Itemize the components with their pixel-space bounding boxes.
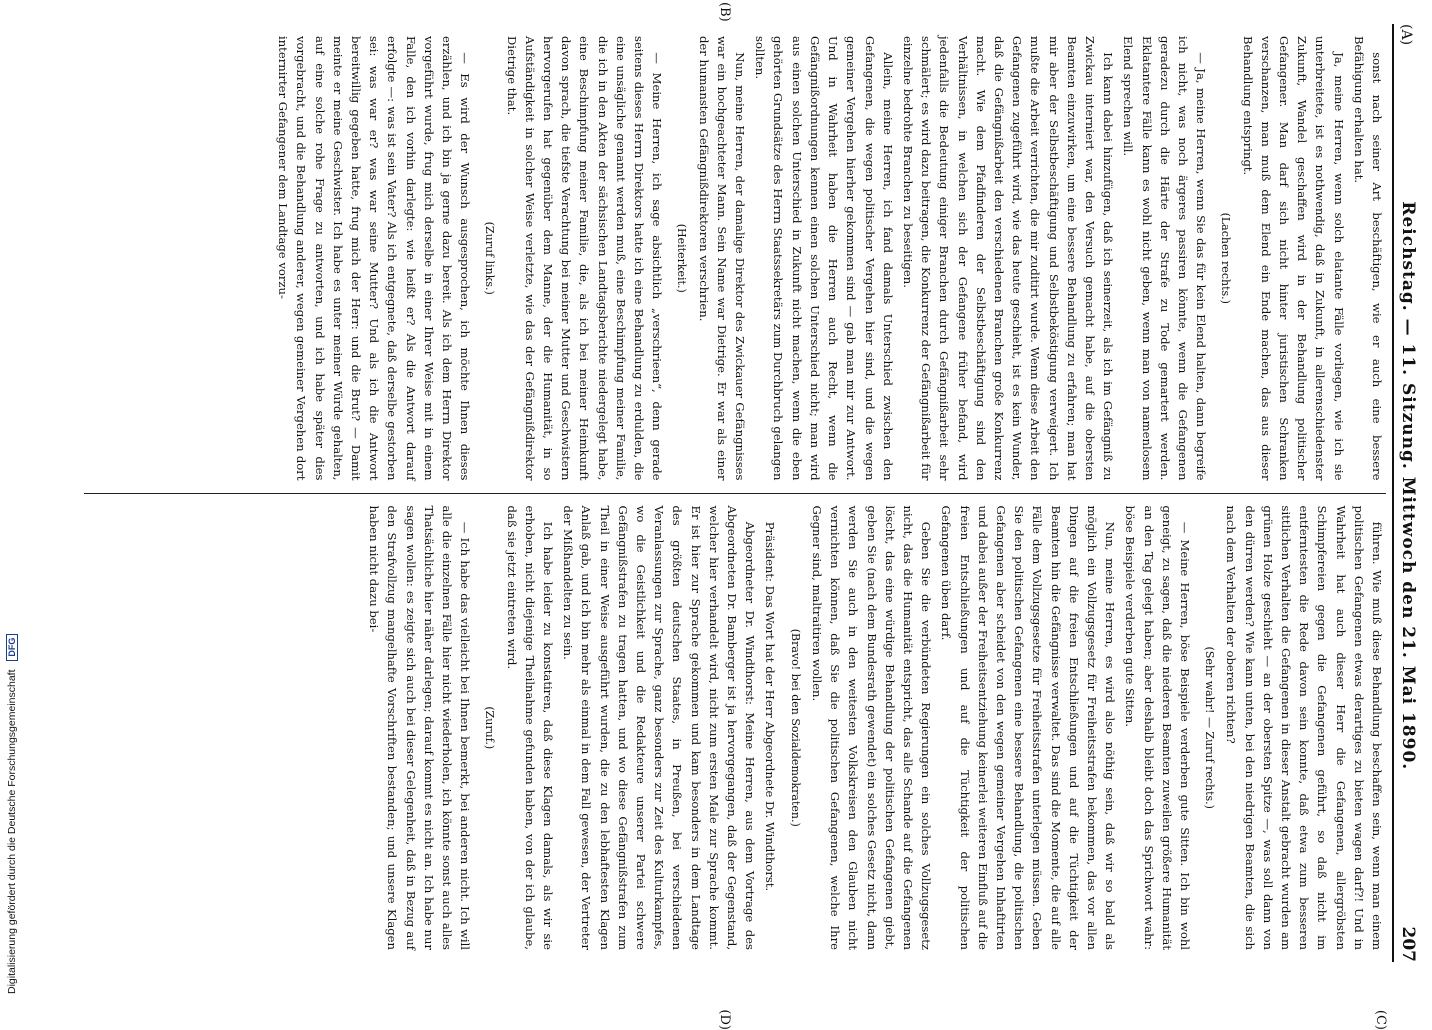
president-statement: Präsident: Das Wort hat der Herr Abgeordnete Dr. Windthorst. (763, 521, 778, 892)
paragraph: — Es wird der Wunsch ausgesprochen, ich möchte Ihnen dieses erzählen, und ich bin ja gerne dazu bereit. Als ich dem Herrn Direktor vorgeführt wurde, frug mich derselbe in einer Ihrer Weise mit in einem Falle, den ich vorhin darlegte: wie heißt er? Als die Antwort darauf erfolgte —: was ist sein Vater? Als ich entgegnete, daß derselbe gestorben sei: was war er? was war seine Mutter? Und als ich die Antwort bereitwillig gegeben hatte, frug mich der Herr: und die Brut? — Damit meinte er meine Geschwister. Ich habe es unter meiner Würde gehalten, auf eine solche rohe Frage zu antworten, und ich habe später dies vorgebracht, und die Behandlung anderer, wegen gemeiner Vergehen dort internirter Gefangener dem Landtage vorzu- (276, 36, 473, 481)
stage-direction: (Bravo! bei den Sozialdemokraten.) (788, 628, 802, 827)
margin-marker-a: (A) (1398, 24, 1414, 46)
page-header (1392, 24, 1422, 962)
paragraph: Allein, meine Herren, ich fand damals Unterschied zwischen den Gefangenen, die wegen politischer Vergehen hier sind, und die wegen gemeiner Vergehen hierher gekommen sind — gab man mir zur Antwort. Und in Wahrheit haben die Herren auch Recht, wenn die Gefängnißordnungen kennen einen solchen Unterschied nicht; man wird aus einen solchen Unterschied in Zukunft nicht machen, wenn die eben gehörten Grundsätze des Herrn Staatssekretärs zum Durchbruch gelangen sollten. (753, 36, 895, 481)
stage-direction: (Zuruf links.) (483, 221, 497, 295)
stage-direction: (Zuruf.) (483, 706, 497, 750)
dfg-logo-icon: DFG (6, 634, 18, 661)
paragraph: — Ich habe das vielleicht bei Ihnen bemerkt, bei anderen nicht. Ich will alle die einzelnen Fälle hier nicht wiederholen, ich könnte sonst auch alles Thatsächliche hier näher darlegen; darauf kommt es nicht an. Ich habe nur sagen wollen: es zeigte sich auch bei dieser Gelegenheit, daß in Bezug auf den Strafvollzug mangelhafte Vorschriften bestanden; und unsere Klagen haben nicht dazu bei- (367, 505, 473, 950)
paragraph: — Meine Herren, böse Beispiele verderben gute Sitten. Ich bin wohl geneigt, zu sagen, daß die niederen Beamten zuweilen größere Humanität an den Tag gelegt haben; aber deshalb bleibt doch das Sprichwort wahr: böse Beispiele verderben gute Sitten. (1123, 505, 1192, 950)
page-number: 207 (1398, 926, 1418, 962)
margin-marker-b: (B) (717, 2, 732, 22)
text-column-left (84, 24, 1386, 493)
stage-direction: (Lachen rechts.) (1219, 212, 1233, 304)
paragraph: sonst nach seiner Art beschäftigen, wie er auch eine bessere Befähigung erhalten hat. (1351, 36, 1384, 481)
footer-credit-text: Digitalisierung gefördert durch die Deutsche Forschungsgemeinschaft (6, 669, 18, 994)
stage-direction: (Sehr wahr! — Zuruf rechts.) (1203, 646, 1217, 809)
margin-marker-c: (C) (1373, 1009, 1388, 1030)
stage-direction: (Heiterkeit.) (675, 223, 689, 293)
text-column-right (84, 494, 1386, 963)
paragraph: — Meine Herren, ich sage absichtlich „verschrieen“, denn gerade seitens dieses Herrn Direktors hatte ich eine Behandlung zu erdulden, die eine unsägliche genannt werden muß, eine Beschimpfung meiner Familie, die ich in den Akten der sächsischen Landtagsberichte niedergelegt habe, eine Beschimpfung meiner Familie, die, als ich bei meiner Heimkunft davon sprach, die tiefste Verachtung bei meiner Mutter und Geschwistern hervorgerufen hat gegenüber dem Manne, der die Humanität, in so Aufständigkeit in solcher Weise verletzte, wie das der Gefängnißdirektor Dietrige that. (504, 36, 665, 481)
paragraph: Ja, meine Herren, wenn solch elatante Fälle vorliegen, wie ich sie unterbreitete, ist es nothwendig, daß in Zukunft, in allerenschiedenster Zukunft, Wandel geschaffen wird in der Behandlung politischer Gefangener. Man darf sich nicht hinter juristischen Schranken verschanzen, man muß dem Elend ein Ende machen, das aus dieser Behandlung entspringt. (1240, 36, 1346, 481)
paragraph: Ich habe leider zu konstatiren, daß diese Klagen damals, als wir sie erhoben, nicht diejenige Theilnahme gefunden haben, von der ich glaube, daß sie jetzt eintreten wird. (504, 505, 556, 950)
rotated-document-page (80, 0, 1432, 1030)
paragraph: — Ja, meine Herren, wenn Sie das für kein Elend halten, dann begreife ich nicht, was noch ärgeres passiren könnte, wenn die Gefangenen geradezu durch die Härte der Strafe zu Tode gemartert werden. Eklatantere Fälle kann es wohl nicht geben, wenn man von namenlosem Elend sprechen will. (1121, 36, 1209, 481)
paragraph: Nun, meine Herren, es wird also nöthig sein, daß wir so bald als möglich ein Vollzugsgesetz für Freiheitsstrafen bekommen, das vor allen Dingen auf die freien Entschließungen und auf die Tüchtigkeit der Beamten hin die Gefängnisse verwaltet. Das sind die Momente, die auf alle Fälle dem Vollzugsgesetze für Freiheitsstrafen unterlegen müssen. Geben Sie den politischen Gefangenen eine bessere Behandlung, die politischen Gefangenen aber scheidet von den wegen gemeiner Vergehen Inhaftirten und dabei außer der Freiheitsentziehung keinerlei weiteren Einfluß auf die freien Entschließungen und auf die Tüchtigkeit der politischen Gefangenen üben darf. (939, 505, 1118, 950)
paragraph: Abgeordneter Dr. Windthorst: Meine Herren, aus dem Vortrage des Abgeordneten Dr. Bamberger ist ja hervorgegangen, daß der Gegenstand, welcher hier verhandelt wird, nicht zum ersten Male zur Sprache kommt. Er ist hier zur Sprache gekommen und kam besonders in dem Landtage des größten deutschen Staates, in Preußen, bei verschiedenen Veranlassungen zur Sprache, ganz besonders zur Zeit des Kulturkampfes, wo die Geistlichkeit und die Redakteure unserer Partei schwere Gefängnißstrafen zu tragen hatten, und wo diese Gefängnißstrafen zum Theil in einer Weise ausgeführt wurden, die zu den lebhaftesten Klagen Anlaß gab, und ich bin mehr als einmal in dem Fall gewesen, der Vertreter der Mißhandelten zu sein. (561, 505, 758, 950)
paragraph: Ich kann dabei hinzufügen, daß ich seinerzeit, als ich im Gefängniß zu Zwickau interniert war, den Versuch gemacht habe, auf die obersten Beamten einzuwirken, um eine bessere Behandlung zu erfahren; man hat mir aber der Selbstbeschäftigung und Selbstbeköstigung verweigert. Ich mußte die Arbeit verrichten, die mir zuditirt wurde. Wenn diese Arbeit den Gefangenen zugeführt wird, wie das heute geschieht, ist es kein Wunder, daß die Gefängnißarbeit den verschiedenen Branchen große Konkurrenz macht. Wie dem Pfadfinderen der Selbstbeschäftigung sind den Verhältnissen, in welchen sich der Gefangene früher befand, wird jedenfalls die Bedeutung einiger Branchen durch Gefängnißarbeit sehr schmälert; es wird dazu beitragen, die Konkurrenz der Gefängnißarbeit für einzelne bedrohte Branchen zu beseitigen. (900, 36, 1116, 481)
page-title: Reichstag. — 11. Sitzung. Mittwoch den 21. Mai 1890. (1398, 201, 1418, 771)
paragraph: Nun, meine Herren, der damalige Direktor des Zwickauer Gefängnisses war ein hochgeachteter Mann. Sein Name war Dietrige. Er war als einer der humansten Gefängnißdirektoren verschrien. (696, 36, 748, 481)
digitization-footer (4, 554, 18, 994)
margin-marker-d: (D) (717, 1009, 732, 1030)
paragraph: Geben Sie die verbündeten Regierungen ein solches Vollzugsgesetz nicht, das die Humanität entspricht, das alle Schande auf die Gefangenen löscht, das eine würdige Behandlung der politischen Gefangenen giebt, geben Sie (nach dem Bundesrath gewendet) ein solches Gesetz nicht, dann werden Sie auch in den weitesten Volkskreisen den Glauben nicht vernichten können, daß Sie die politischen Gefangenen, welche Ihre Gegner sind, maltraitiren wollen. (809, 505, 934, 950)
paragraph: führen. Wie muß diese Behandlung beschaffen sein, wenn man einem politischen Gefangenen etwas derartiges zu bieten wagen darf?! Und in Wahrheit hat auch dieser Herr die Gefangenen, allergröbsten Schimpfereien gegen die Gefangenen geführt, so daß nicht im entferntesten die Rede davon sein konnte, daß etwa zum besseren sittlichen Verhalten die Gefangenen in dieser Anstalt gebracht wurden am grünen Holze geschieht — an der obersten Spitze —, was soll dann von den dürren werden? Wie kann unten, bei den niedrigen Beamten, die sich nach dem Verhalten der oberen richten? (1224, 505, 1384, 950)
